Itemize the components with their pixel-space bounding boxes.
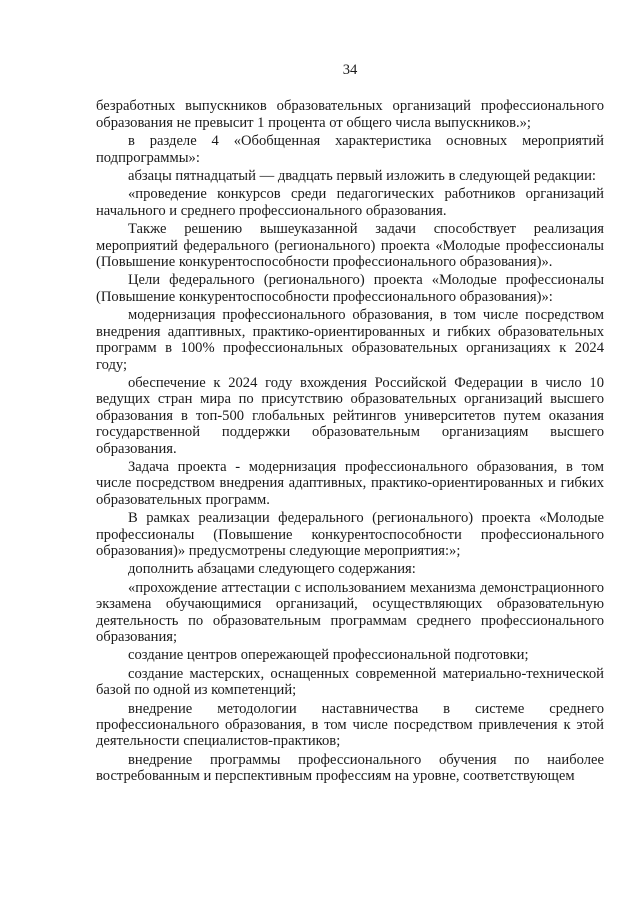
paragraph: безработных выпускников образовательных организаций профессионального образования не превысит 1 процента от общего числа выпускников.»; (96, 98, 604, 131)
paragraph: абзацы пятнадцатый — двадцать первый изложить в следующей редакции: (128, 168, 596, 185)
document-body (96, 98, 604, 784)
paragraph: Задача проекта - модернизация профессионального образования, в том числе посредством внедрения адаптивных, практико-ориентированных и гибких образовательных программ. (96, 458, 604, 508)
paragraph: дополнить абзацами следующего содержания: (128, 561, 416, 578)
paragraph: Цели федерального (регионального) проекта «Молодые профессионалы (Повышение конкурентоспособности профессионального образования)»: (96, 272, 604, 305)
paragraph: внедрение методологии наставничества в системе среднего профессионального образования, в том числе посредством привлечения к этой деятельности специалистов-практиков; (96, 700, 604, 750)
paragraph: В рамках реализации федерального (регионального) проекта «Молодые профессионалы (Повышение конкурентоспособности профессионального образования)» предусмотрены следующие мероприятия:»; (96, 510, 604, 559)
paragraph: создание мастерских, оснащенных современной материально-технической базой по одной из компетенций; (96, 665, 604, 699)
paragraph: внедрение программы профессионального обучения по наиболее востребованным и перспективным профессиям на уровне, соответствующем (96, 751, 604, 785)
paragraph: создание центров опережающей профессиональной подготовки; (128, 647, 529, 664)
paragraph: «проведение конкурсов среди педагогических работников организаций начального и среднего профессионального образования. (96, 186, 604, 219)
paragraph: модернизация профессионального образования, в том числе посредством внедрения адаптивных, практико-ориентированных и гибких образовательных программ в 100% профессиональных образовательных организациях к 2024 году; (96, 307, 604, 373)
paragraph: обеспечение к 2024 году вхождения Российской Федерации в число 10 ведущих стран мира по присутствию образовательных организаций высшего образования в топ-500 глобальных рейтингов университетов путем оказания государственной поддержки образовательным организациям высшего образования. (96, 374, 604, 457)
paragraph: в разделе 4 «Обобщенная характеристика основных мероприятий подпрограммы»: (96, 133, 604, 166)
page-number: 34 (342, 62, 358, 78)
paragraph: «прохождение аттестации с использованием механизма демонстрационного экзамена обучающимися организаций, осуществляющих образовательную деятельность по образовательным программам среднего профессионального образования; (96, 579, 604, 645)
paragraph: Также решению вышеуказанной задачи способствует реализация мероприятий федерального (регионального) проекта «Молодые профессионалы (Повышение конкурентоспособности профессионального образования)». (96, 221, 604, 271)
